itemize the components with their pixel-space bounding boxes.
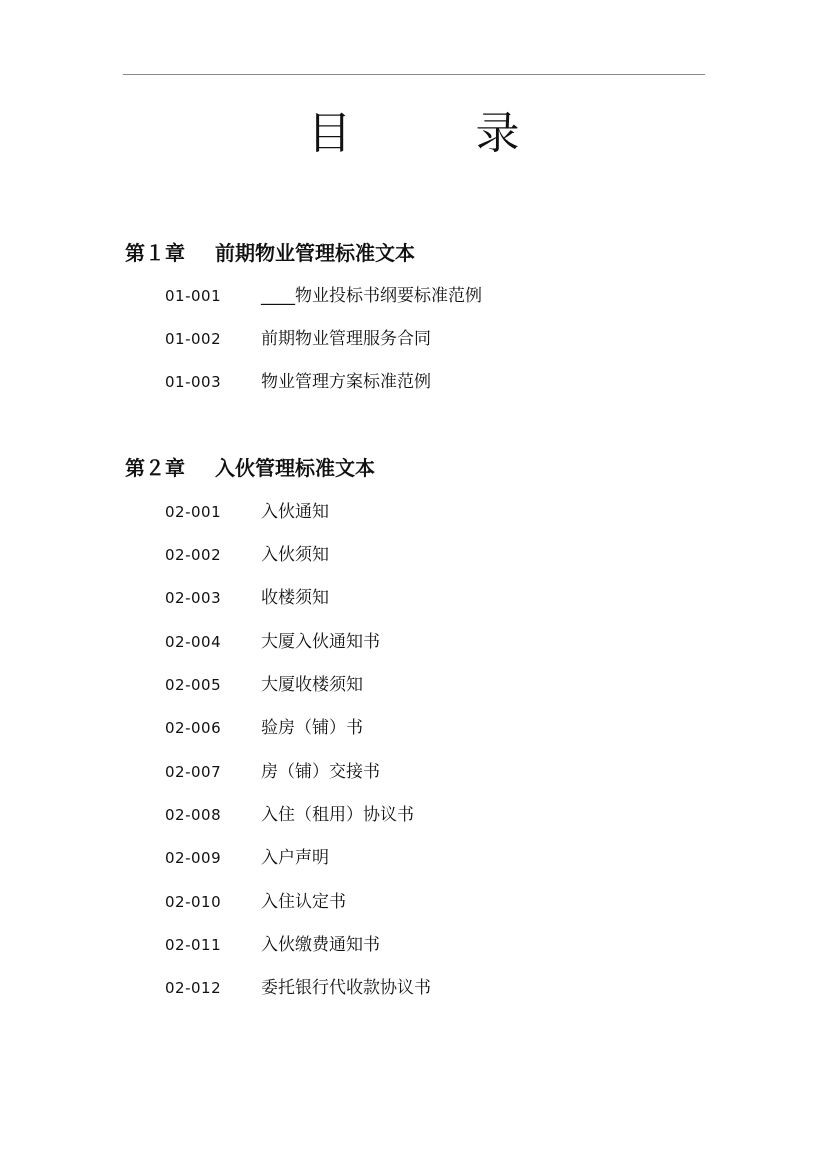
entry-name: 收楼须知 <box>261 588 329 608</box>
entry-code: 02-004 <box>165 633 222 651</box>
entry-code: 02-002 <box>165 546 222 564</box>
entry-code: 02-010 <box>165 893 222 911</box>
entry-code: 01-002 <box>165 330 222 348</box>
chapter-1 <box>125 238 725 268</box>
chapter-title: 入伙管理标准文本 <box>215 456 375 480</box>
toc-entry[interactable] <box>165 930 380 960</box>
chapter-title: 前期物业管理标准文本 <box>215 241 415 265</box>
toc-entry[interactable] <box>165 843 329 873</box>
toc-entry[interactable] <box>165 670 363 700</box>
chapter-label: 第２章 <box>125 456 185 480</box>
entry-name: 大厦收楼须知 <box>261 675 363 695</box>
entry-code: 02-005 <box>165 676 222 694</box>
entry-name: 入伙缴费通知书 <box>261 935 380 955</box>
entry-name: 房（铺）交接书 <box>261 762 380 782</box>
entry-code: 02-006 <box>165 719 222 737</box>
entry-code: 01-001 <box>165 287 222 305</box>
toc-entry[interactable] <box>165 540 329 570</box>
entry-name: 大厦入伙通知书 <box>261 632 380 652</box>
chapter-heading <box>125 238 725 268</box>
toc-entry[interactable] <box>165 713 363 743</box>
toc-entry[interactable] <box>165 887 346 917</box>
entry-code: 02-011 <box>165 936 222 954</box>
entry-name: 委托银行代收款协议书 <box>261 978 431 998</box>
entry-code: 02-012 <box>165 979 222 997</box>
chapter-heading <box>125 453 725 483</box>
entry-name: 物业管理方案标准范例 <box>261 372 431 392</box>
entry-code: 02-009 <box>165 849 222 867</box>
toc-entry[interactable] <box>165 757 380 787</box>
entry-code: 01-003 <box>165 373 222 391</box>
toc-entry[interactable] <box>165 627 380 657</box>
toc-entry[interactable] <box>165 973 431 1003</box>
toc-entry[interactable] <box>165 367 431 397</box>
entry-code: 02-003 <box>165 589 222 607</box>
entry-name: 验房（铺）书 <box>261 718 363 738</box>
entry-name: ____物业投标书纲要标准范例 <box>261 286 482 306</box>
toc-entry[interactable] <box>165 497 329 527</box>
toc-entry[interactable] <box>165 800 414 830</box>
toc-entry[interactable] <box>165 583 329 613</box>
toc-entry[interactable] <box>165 281 482 311</box>
entry-code: 02-007 <box>165 763 222 781</box>
entry-name: 入住（租用）协议书 <box>261 805 414 825</box>
entry-name: 入户声明 <box>261 848 329 868</box>
entry-name: 入伙须知 <box>261 545 329 565</box>
entry-name: 前期物业管理服务合同 <box>261 329 431 349</box>
entry-code: 02-008 <box>165 806 222 824</box>
chapter-label: 第１章 <box>125 241 185 265</box>
entry-code: 02-001 <box>165 503 222 521</box>
header-rule <box>123 74 705 75</box>
toc-entry[interactable] <box>165 324 431 354</box>
chapter-2 <box>125 453 725 483</box>
entry-name: 入伙通知 <box>261 502 329 522</box>
page-title: 目 录 <box>307 108 560 159</box>
entry-name: 入住认定书 <box>261 892 346 912</box>
